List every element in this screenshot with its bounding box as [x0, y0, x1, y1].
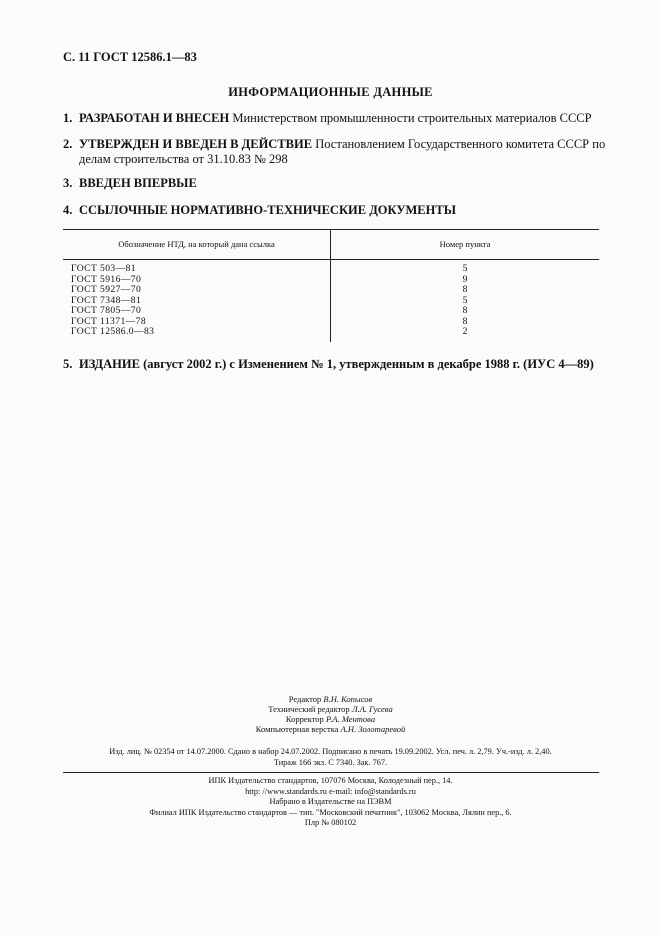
info-item-2: [63, 137, 608, 167]
table-body: [63, 260, 599, 342]
item-number: 1.: [63, 111, 73, 125]
document-cell: ГОСТ 5916—70: [71, 273, 142, 285]
item-heading: ВВЕДЕН ВПЕРВЫЕ: [79, 176, 197, 190]
item-heading: ССЫЛОЧНЫЕ НОРМАТИВНО-ТЕХНИЧЕСКИЕ ДОКУМЕНТЫ: [79, 203, 456, 217]
credit-line: [0, 694, 661, 704]
item-text-continued: делам строительства от 31.10.83 № 298: [79, 152, 288, 166]
table-row: [63, 285, 599, 296]
publisher-line: ИПК Издательство стандартов, 107076 Москва, Колодезный пер., 14.: [208, 776, 453, 785]
item-heading: РАЗРАБОТАН И ВНЕСЕН: [79, 111, 230, 125]
point-cell: 8: [462, 315, 468, 327]
item-text: Министерством промышленности строительных материалов СССР: [232, 111, 592, 125]
publisher-line: Плр № 080102: [304, 818, 357, 827]
point-cell: 2: [462, 326, 468, 337]
info-item-5: [63, 357, 608, 372]
item-number: 5.: [63, 357, 73, 371]
page-header: С. 11 ГОСТ 12586.1—83: [63, 50, 197, 64]
info-item-3: [63, 176, 608, 191]
table-row: [63, 264, 599, 275]
credit-role: Технический редактор: [268, 704, 350, 714]
column-header-document: Обозначение НТД, на который дана ссылка: [118, 239, 275, 249]
document-cell: ГОСТ 12586.0—83: [71, 326, 155, 337]
publisher-block: [0, 776, 661, 829]
table-row: [63, 306, 599, 317]
item-text: Постановлением Государственного комитета СССР по: [315, 137, 606, 151]
table-row: [63, 327, 599, 338]
imprint-line: Тираж 166 экз. С 7340. Зак. 767.: [273, 757, 388, 767]
document-cell: ГОСТ 7348—81: [71, 294, 142, 306]
item-heading: УТВЕРЖДЕН И ВВЕДЕН В ДЕЙСТВИЕ: [79, 137, 313, 151]
info-item-4: [63, 203, 608, 218]
section-title: ИНФОРМАЦИОННЫЕ ДАННЫЕ: [228, 85, 433, 99]
divider: [63, 772, 599, 773]
credit-name: Р.А. Ментова: [325, 714, 376, 724]
point-cell: 8: [462, 305, 468, 316]
credit-name: А.Н. Золотаревой: [340, 724, 406, 734]
reference-table: [63, 229, 599, 342]
point-cell: 5: [462, 263, 468, 274]
credit-line: [0, 724, 661, 734]
document-cell: ГОСТ 5927—70: [71, 284, 142, 295]
publisher-line: Филиал ИПК Издательство стандартов — тип. "Московский печатник", 103062 Москва, Лялин пер., 6.: [149, 807, 512, 817]
item-text: (август 2002 г.) с Изменением № 1, утвержденным в декабре 1988 г. (ИУС 4—89): [143, 357, 594, 371]
point-cell: 8: [462, 284, 468, 295]
credit-role: Компьютерная верстка: [255, 724, 339, 734]
point-cell: 9: [462, 273, 468, 285]
imprint-line: Изд. лиц. № 02354 от 14.07.2000. Сдано в набор 24.07.2002. Подписано в печать 19.09.2002. Усл. печ. л. 2,79. Уч.-изд. л. 2,40.: [109, 747, 552, 756]
document-cell: ГОСТ 7805—70: [71, 305, 142, 316]
document-cell: ГОСТ 11371—78: [71, 315, 147, 327]
table-row: [63, 275, 599, 286]
info-item-1: [63, 111, 608, 126]
table-row: [63, 296, 599, 307]
credit-role: Корректор: [285, 714, 324, 724]
credit-name: Л.А. Гусева: [351, 704, 393, 714]
document-cell: ГОСТ 503—81: [71, 263, 136, 274]
credit-role: Редактор: [288, 694, 322, 704]
item-number: 3.: [63, 176, 73, 190]
imprint-block: [0, 747, 661, 768]
item-number: 2.: [63, 137, 73, 151]
table-header: [63, 230, 599, 260]
publisher-line: Набрано в Издательстве на ПЭВМ: [269, 797, 392, 806]
item-heading: ИЗДАНИЕ: [79, 357, 140, 371]
credit-name: В.Н. Копысов: [323, 694, 373, 704]
item-number: 4.: [63, 203, 73, 217]
credit-line: [0, 714, 661, 724]
publisher-web: http: //www.standards.ru e-mail: info@standards.ru: [245, 786, 416, 796]
column-header-point: Номер пункта: [439, 239, 491, 249]
editorial-credits: [0, 694, 661, 734]
credit-line: [0, 704, 661, 714]
point-cell: 5: [462, 294, 468, 306]
